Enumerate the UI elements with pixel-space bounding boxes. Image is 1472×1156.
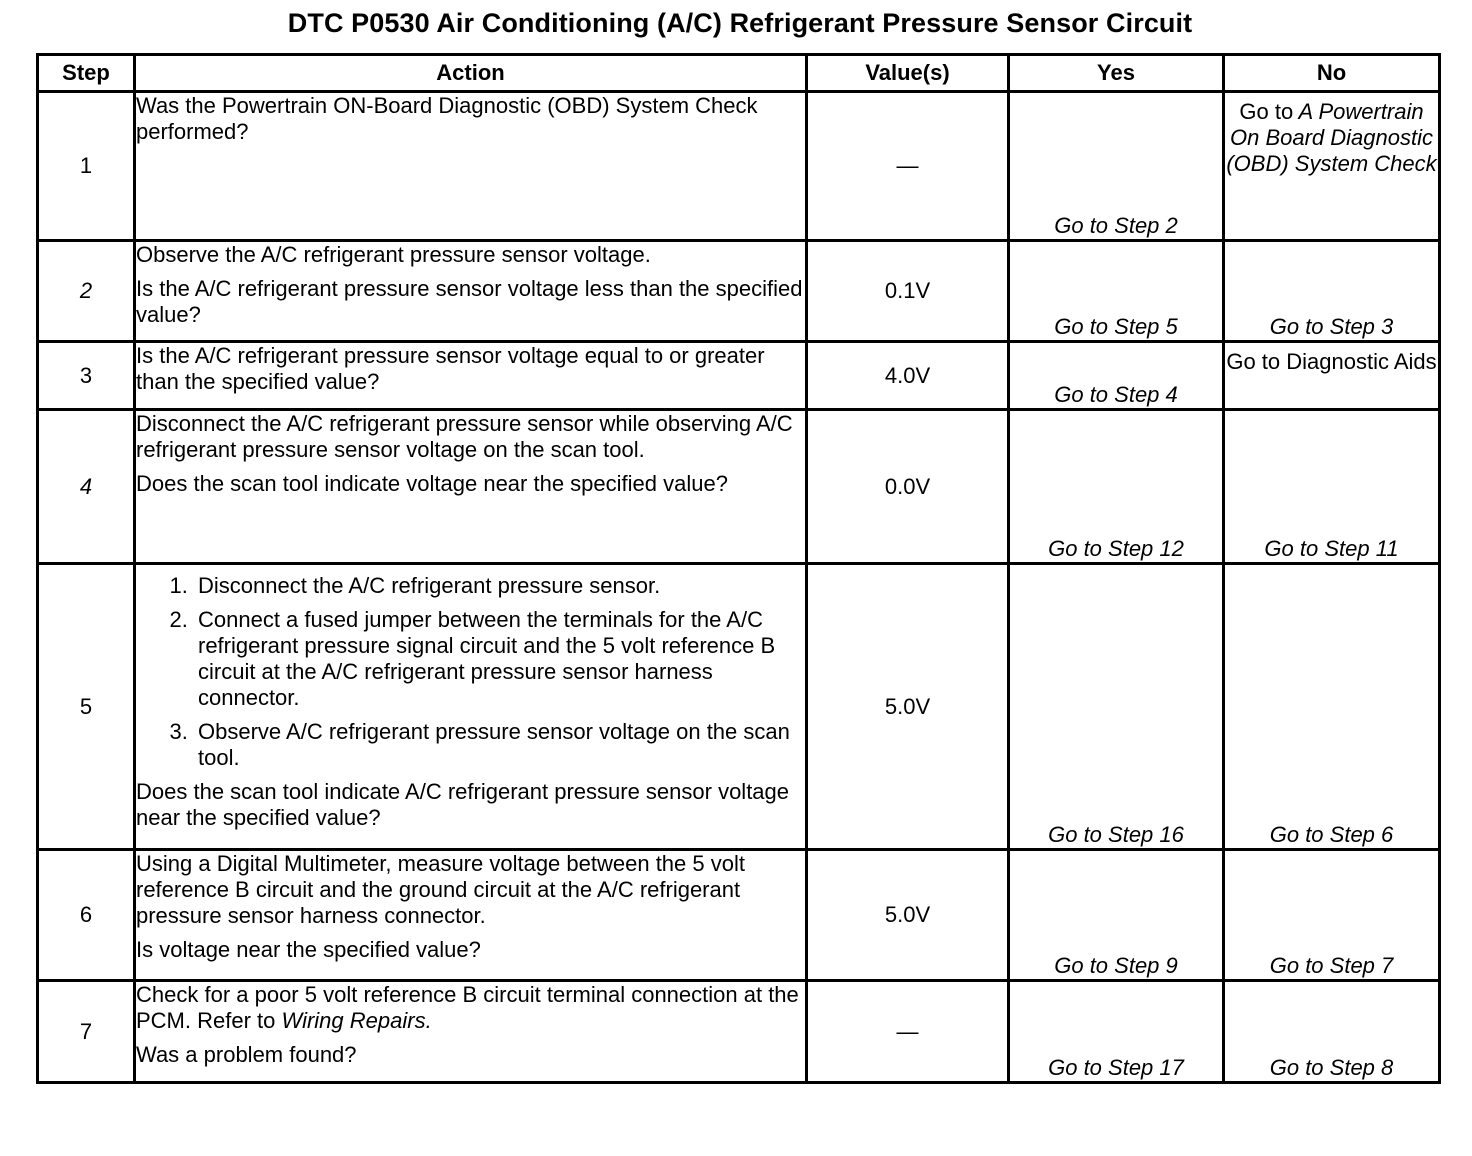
step-number: 7	[38, 981, 135, 1083]
action-question: Does the scan tool indicate A/C refrigerant pressure sensor voltage near the specified value?	[136, 779, 790, 830]
no-prefix: Go to	[1239, 99, 1294, 124]
step-number: 2	[38, 241, 135, 342]
action-cell	[135, 241, 807, 342]
no-link: A Powertrain On Board Diagnostic (OBD) System Check	[1226, 99, 1437, 176]
action-question: Was a problem found?	[136, 1042, 357, 1067]
step-number: 6	[38, 850, 135, 981]
yes-cell: Go to Step 2	[1009, 92, 1224, 241]
table-row	[38, 92, 1440, 241]
wiring-repairs-ref: Wiring Repairs.	[281, 1008, 432, 1033]
action-cell	[135, 410, 807, 564]
yes-cell: Go to Step 9	[1009, 850, 1224, 981]
value-cell: 5.0V	[807, 850, 1009, 981]
header-values: Value(s)	[807, 55, 1009, 92]
page-title: DTC P0530 Air Conditioning (A/C) Refrigerant Pressure Sensor Circuit	[287, 8, 1193, 38]
no-cell: Go to Step 11	[1224, 410, 1440, 564]
action-question: Is voltage near the specified value?	[136, 937, 481, 962]
action-question: Is the A/C refrigerant pressure sensor voltage equal to or greater than the specified value?	[136, 343, 765, 394]
header-no: No	[1224, 55, 1440, 92]
yes-cell: Go to Step 5	[1009, 241, 1224, 342]
table-row	[38, 342, 1440, 410]
value-cell: 0.1V	[807, 241, 1009, 342]
action-cell	[135, 564, 807, 850]
action-text: Was the Powertrain ON-Board Diagnostic (OBD) System Check performed?	[136, 93, 758, 144]
step-number: 1	[38, 92, 135, 241]
step-number: 4	[38, 410, 135, 564]
action-cell	[135, 342, 807, 410]
diagnostic-table	[36, 53, 1441, 1084]
list-item: 1. Disconnect the A/C refrigerant pressure sensor.	[194, 573, 805, 599]
value-cell: 0.0V	[807, 410, 1009, 564]
yes-cell: Go to Step 17	[1009, 981, 1224, 1083]
no-cell: Go to Step 7	[1224, 850, 1440, 981]
action-steps-list	[136, 573, 805, 771]
action-question: Is the A/C refrigerant pressure sensor voltage less than the specified value?	[136, 276, 803, 327]
step-number: 3	[38, 342, 135, 410]
table-row	[38, 564, 1440, 850]
yes-cell: Go to Step 16	[1009, 564, 1224, 850]
value-cell: —	[807, 981, 1009, 1083]
no-cell	[1224, 92, 1440, 241]
header-step: Step	[38, 55, 135, 92]
action-text	[136, 982, 805, 1034]
value-cell: 5.0V	[807, 564, 1009, 850]
no-cell: Go to Diagnostic Aids	[1224, 342, 1440, 410]
yes-cell: Go to Step 4	[1009, 342, 1224, 410]
table-row	[38, 410, 1440, 564]
action-text: Observe the A/C refrigerant pressure sensor voltage.	[136, 242, 651, 267]
table-row	[38, 850, 1440, 981]
action-text-main: Check for a poor 5 volt reference B circuit terminal connection at the PCM. Refer to	[136, 982, 799, 1033]
list-item: 3. Observe A/C refrigerant pressure sensor voltage on the scan tool.	[194, 719, 805, 771]
action-cell	[135, 92, 807, 241]
table-row	[38, 241, 1440, 342]
no-cell: Go to Step 6	[1224, 564, 1440, 850]
value-cell: —	[807, 92, 1009, 241]
action-question: Does the scan tool indicate voltage near the specified value?	[136, 471, 728, 496]
step-number: 5	[38, 564, 135, 850]
table-row	[38, 981, 1440, 1083]
header-row	[38, 55, 1440, 92]
no-cell: Go to Step 8	[1224, 981, 1440, 1083]
value-cell: 4.0V	[807, 342, 1009, 410]
yes-cell: Go to Step 12	[1009, 410, 1224, 564]
action-text: Disconnect the A/C refrigerant pressure sensor while observing A/C refrigerant pressure sensor voltage on the scan tool.	[136, 411, 793, 462]
header-action: Action	[135, 55, 807, 92]
no-cell: Go to Step 3	[1224, 241, 1440, 342]
list-item: 2. Connect a fused jumper between the terminals for the A/C refrigerant pressure signal circuit and the 5 volt reference B circuit at the A/C refrigerant pressure sensor harness connector.	[194, 607, 805, 711]
header-yes: Yes	[1009, 55, 1224, 92]
action-cell	[135, 981, 807, 1083]
action-cell	[135, 850, 807, 981]
action-text: Using a Digital Multimeter, measure voltage between the 5 volt reference B circuit and the ground circuit at the A/C refrigerant pressure sensor harness connector.	[136, 851, 745, 928]
